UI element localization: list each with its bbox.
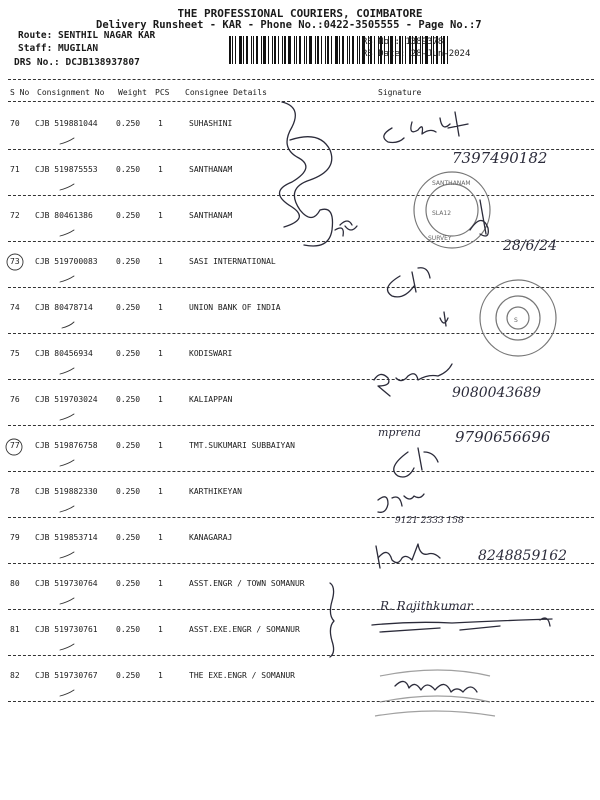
signature-row-78 (378, 494, 424, 512)
svg-text:SANTHANAM: SANTHANAM (432, 180, 471, 187)
drs-number: DRS No.: DCJB138937807 (14, 57, 140, 68)
row-consignment: CJB 519875553 (35, 165, 98, 174)
row-sno: 70 (10, 119, 20, 128)
row-weight: 0.250 (116, 349, 141, 358)
signature-row-70 (384, 112, 468, 143)
row-weight: 0.250 (116, 533, 141, 542)
col-sno: S No (10, 88, 30, 97)
handwritten-name-80: R. Rajithkumar (380, 599, 473, 613)
row-sno: 73 (10, 257, 20, 266)
row-consignee: SANTHANAM (189, 211, 233, 220)
row-consignment: CJB 519700083 (35, 257, 98, 266)
row-weight: 0.250 (116, 257, 141, 266)
signature-row-77 (394, 448, 438, 477)
company-title: THE PROFESSIONAL COURIERS, COIMBATORE (177, 7, 423, 20)
signature-row-79 (376, 544, 440, 568)
signature-row-74 (440, 312, 448, 326)
row-consignment: CJB 80478714 (35, 303, 93, 312)
row-consignee: KANAGARAJ (189, 533, 233, 542)
signature-row-72 (470, 200, 488, 236)
staff-label: Staff: MUGILAN (18, 43, 99, 54)
row-consignee: SASI INTERNATIONAL (189, 257, 276, 266)
row-pcs: 1 (158, 395, 163, 404)
col-weight: Weight (118, 88, 147, 97)
circle-mark-73 (7, 254, 23, 270)
row-consignment: CJB 519730767 (35, 671, 98, 680)
row-consignment: CJB 80456934 (35, 349, 93, 358)
row-pcs: 1 (158, 625, 163, 634)
rs-date: RS Date: 28-Jun-2024 (362, 49, 471, 59)
row-weight: 0.250 (116, 303, 141, 312)
row-consignment: CJB 80461386 (35, 211, 93, 220)
row-sno: 80 (10, 579, 20, 588)
handwritten-phone-75: 9080043689 (452, 385, 542, 401)
handwritten-date-72: 28/6/24 (503, 238, 557, 254)
handwritten-name-76: mprena (378, 426, 421, 439)
row-consignment: CJB 519876758 (35, 441, 98, 450)
signature-row-75 (374, 364, 452, 396)
stamp-row-82 (375, 670, 495, 716)
row-consignee: SANTHANAM (189, 165, 233, 174)
bracket-80-81 (330, 583, 334, 657)
row-sno: 81 (10, 625, 20, 634)
row-sno: 78 (10, 487, 20, 496)
row-consignee: SUHASHINI (189, 119, 233, 128)
row-consignment: CJB 519882330 (35, 487, 98, 496)
tick-marks (60, 138, 74, 696)
row-consignment: CJB 519730764 (35, 579, 98, 588)
signature-row-80 (372, 618, 552, 632)
col-consignee: Consignee Details (185, 88, 267, 97)
row-pcs: 1 (158, 533, 163, 542)
row-pcs: 1 (158, 487, 163, 496)
stamp-row-72 (414, 172, 490, 248)
col-consignment: Consignment No (37, 88, 105, 97)
svg-text:SURVEY: SURVEY (428, 235, 452, 242)
handwritten-phone-78: 9121 2333 158 (395, 516, 464, 526)
rs-number: RS No.: 1389378 (362, 37, 444, 47)
svg-text:SLA12: SLA12 (432, 210, 452, 217)
row-consignee: THE EXE.ENGR / SOMANUR (189, 671, 295, 680)
row-consignee: KALIAPPAN (189, 395, 233, 404)
row-sno: 71 (10, 165, 20, 174)
row-consignee: ASST.ENGR / TOWN SOMANUR (189, 579, 305, 588)
row-consignment: CJB 519703024 (35, 395, 98, 404)
circle-mark-77 (6, 439, 22, 455)
row-pcs: 1 (158, 119, 163, 128)
handwritten-phone-79: 8248859162 (478, 548, 568, 564)
row-pcs: 1 (158, 165, 163, 174)
row-consignee: KODISWARI (189, 349, 233, 358)
row-sno: 82 (10, 671, 20, 680)
row-sno: 74 (10, 303, 20, 312)
row-consignment: CJB 519730761 (35, 625, 98, 634)
row-pcs: 1 (158, 349, 163, 358)
row-weight: 0.250 (116, 395, 141, 404)
row-sno: 75 (10, 349, 20, 358)
row-consignment: CJB 519881044 (35, 119, 98, 128)
stamp-row-74 (480, 280, 556, 356)
route-label: Route: SENTHIL NAGAR KAR (18, 30, 156, 41)
row-sno: 79 (10, 533, 20, 542)
row-pcs: 1 (158, 303, 163, 312)
row-pcs: 1 (158, 579, 163, 588)
signature-scribble-70-72 (280, 102, 353, 246)
row-sno: 77 (10, 441, 20, 450)
row-weight: 0.250 (116, 625, 141, 634)
signature-row-82 (395, 681, 477, 692)
row-weight: 0.250 (116, 487, 141, 496)
row-sno: 76 (10, 395, 20, 404)
row-weight: 0.250 (116, 211, 141, 220)
row-consignee: UNION BANK OF INDIA (189, 303, 281, 312)
row-pcs: 1 (158, 211, 163, 220)
svg-text:S: S (514, 317, 518, 324)
row-consignee: TMT.SUKUMARI SUBBAIYAN (189, 441, 295, 450)
signature-mark-72 (335, 226, 357, 236)
runsheet-line: Delivery Runsheet - KAR - Phone No.:0422-3505555 - Page No.:7 (96, 19, 482, 31)
handwritten-phone-70: 7397490182 (452, 149, 548, 167)
row-pcs: 1 (158, 257, 163, 266)
row-weight: 0.250 (116, 119, 141, 128)
signature-row-73 (388, 268, 431, 297)
row-consignment: CJB 519853714 (35, 533, 98, 542)
row-weight: 0.250 (116, 671, 141, 680)
row-weight: 0.250 (116, 165, 141, 174)
row-consignee: ASST.EXE.ENGR / SOMANUR (189, 625, 300, 634)
col-signature: Signature (378, 88, 422, 97)
row-pcs: 1 (158, 671, 163, 680)
handwritten-phone-76: 9790656696 (455, 428, 551, 446)
col-pcs: PCS (155, 88, 170, 97)
row-sno: 72 (10, 211, 20, 220)
row-weight: 0.250 (116, 441, 141, 450)
row-weight: 0.250 (116, 579, 141, 588)
row-pcs: 1 (158, 441, 163, 450)
row-consignee: KARTHIKEYAN (189, 487, 242, 496)
